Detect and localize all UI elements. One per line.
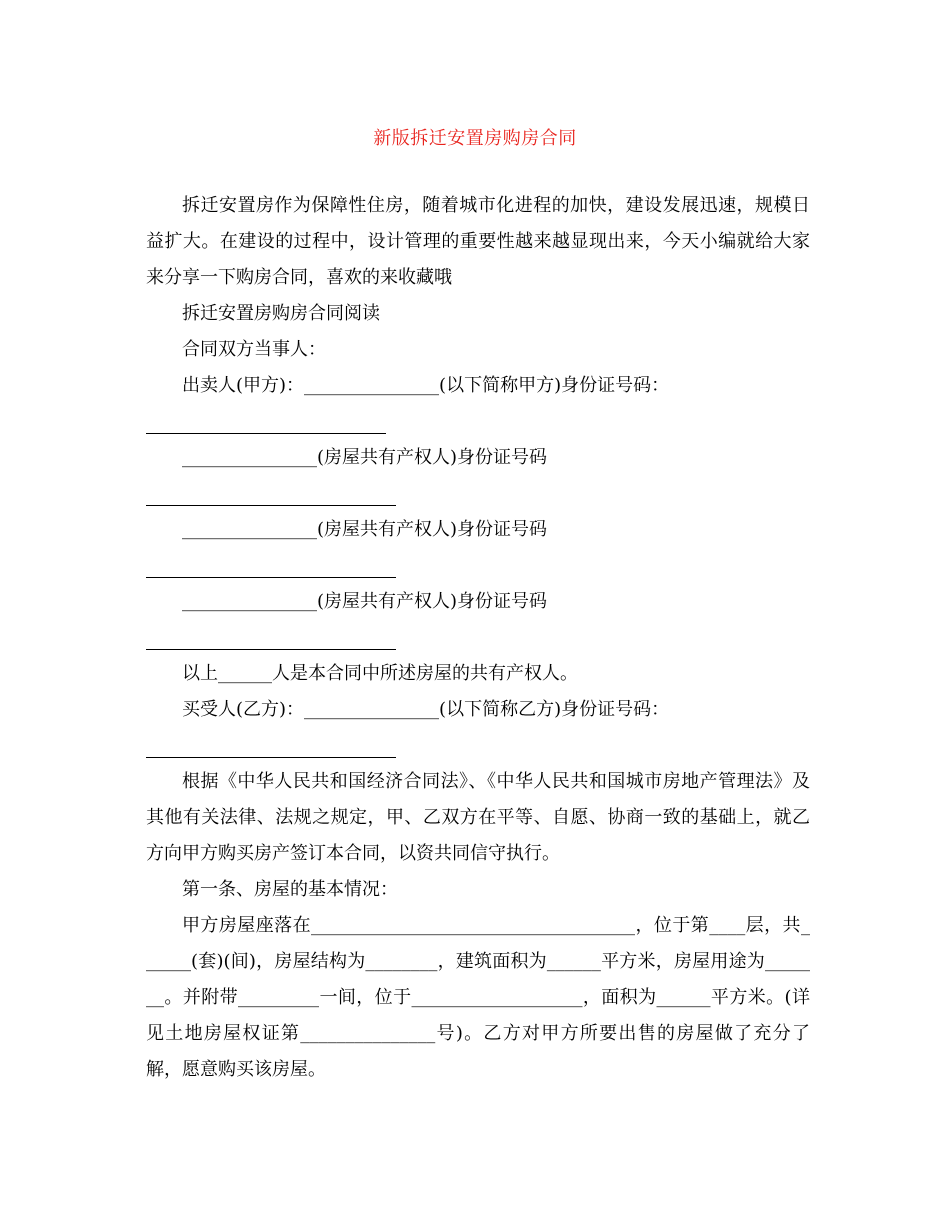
document-body [146,188,810,1088]
co-owner-line-3: _______________(房屋共有产权人)身份证号码 [182,591,548,612]
co-owner-2-id-blank-line [146,577,396,578]
co-owner-2-id-blank-row [146,548,810,584]
co-owner-1-id-blank-row [146,476,810,512]
co-owner-line-2: _______________(房屋共有产权人)身份证号码 [182,519,548,540]
basis-paragraph: 根据《中华人民共和国经济合同法》、《中华人民共和国城市房地产管理法》及其他有关法律、法规之规定，甲、乙双方在平等、自愿、协商一致的基础上，就乙方向甲方购买房产签订本合同，以资共同信守执行。 [146,771,810,864]
seller-id-blank-line [146,433,386,434]
co-owner-summary: 以上______人是本合同中所述房屋的共有产权人。 [182,663,578,684]
seller-id-blank-row [146,404,810,440]
co-owner-line-1: _______________(房屋共有产权人)身份证号码 [182,447,548,468]
seller-line: 出卖人(甲方)：_______________(以下简称甲方)身份证号码： [182,375,670,396]
article-1-body: 甲方房屋座落在____________________________________，位于第____层，共______(套)(间)，房屋结构为________，建筑面积为______平方米，房屋用途为_______。并附带_________一间，位于___________________，面积为______平方米。(详见土地房屋权证第_______________号)。乙方对甲方所要出售的房屋做了充分了解，愿意购买该房屋。 [146,915,810,1080]
intro-paragraph: 拆迁安置房作为保障性住房，随着城市化进程的加快，建设发展迅速，规模日益扩大。在建设的过程中，设计管理的重要性越来越显现出来，今天小编就给大家来分享一下购房合同，喜欢的来收藏哦 [146,195,810,288]
co-owner-1-id-blank-line [146,505,396,506]
co-owner-3-id-blank-line [146,649,396,650]
document-title: 新版拆迁安置房购房合同 [373,128,577,149]
buyer-id-blank-line [146,757,396,758]
article-1-title: 第一条、房屋的基本情况： [182,879,398,900]
buyer-id-blank-row [146,728,810,764]
heading-read: 拆迁安置房购房合同阅读 [182,303,380,324]
co-owner-3-id-blank-row [146,620,810,656]
buyer-line: 买受人(乙方)：_______________(以下简称乙方)身份证号码： [182,699,670,720]
parties-label: 合同双方当事人： [182,339,326,360]
